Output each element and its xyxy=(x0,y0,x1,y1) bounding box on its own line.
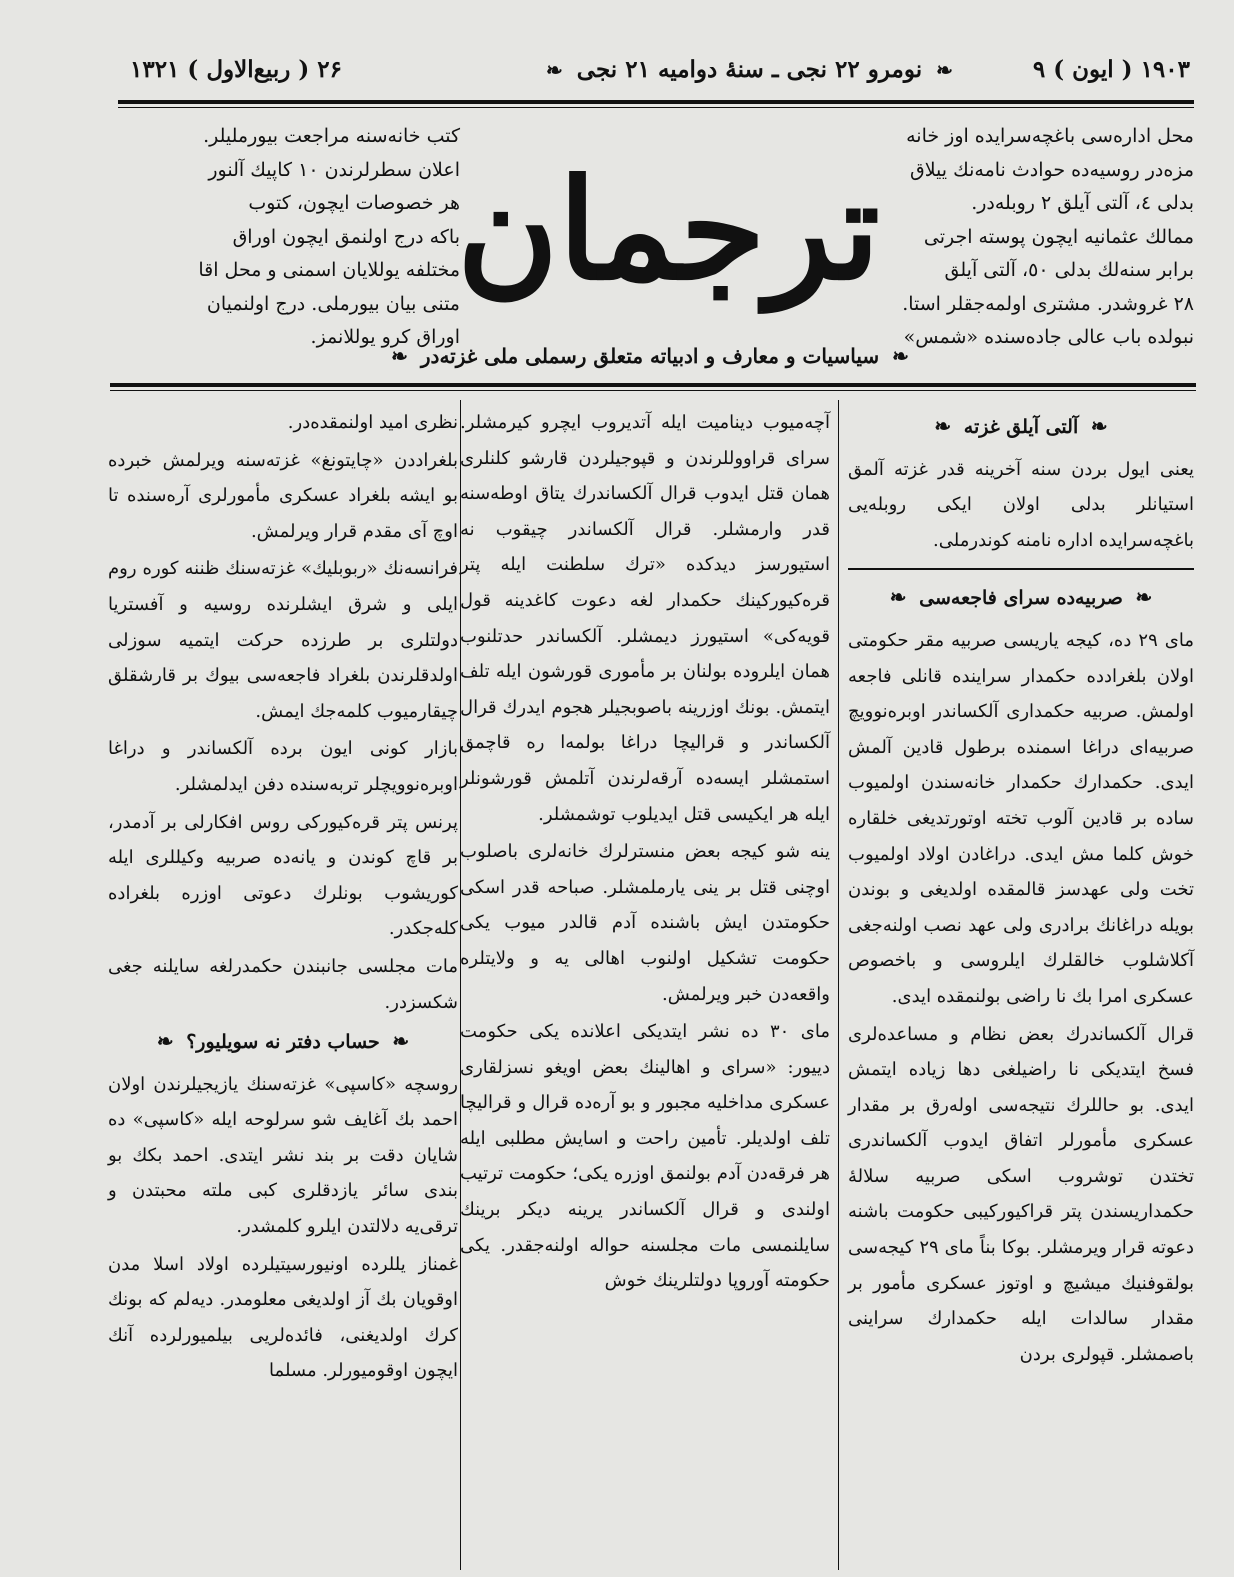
section-title-text: حساب دفتر نه سویلیور؟ xyxy=(186,1031,380,1054)
notice-line: کتب خانه‌سنه مراجعت بیورملیلر. xyxy=(203,125,460,147)
ornament-icon: ❧ xyxy=(156,1029,174,1054)
notice-line: برابر سنه‌لك بدلی ٥٠، آلتی آیلق xyxy=(944,259,1194,281)
notice-line: ۲۸ غروشدر. مشتری اولمه‌جقلر استا. xyxy=(902,292,1194,315)
box-title xyxy=(848,409,1194,446)
notice-line: مختلفه یوللایان اسمنی و محل اقا xyxy=(198,259,460,281)
ornament-icon: ❧ xyxy=(889,585,907,610)
ornament-icon: ❧ xyxy=(391,344,408,368)
section-title xyxy=(108,1024,458,1061)
section-title xyxy=(848,580,1194,617)
ornament-icon: ❧ xyxy=(934,414,952,438)
ornament-icon: ❧ xyxy=(936,58,953,82)
article-paragraph: مای ۲۹ ده، کیجه یاریسی صربیه مقر حکومتی اولان بلغرادده حکمدار سراینده قانلی فاجعه اولمش. صربیه حکمداری آلکساندر اوبره‌نوویچ صربیه‌ای دراغا اسمنده برطول قادین آلمش ایدی. حکمدارك حکمدار خانه‌سندن اولمیوب ساده بر قادین آلوب تخته اوتورتدیغی خلقاره خوش کلما مش ایدی. دراغادن اولاد اولمیوب تخت ولی عهدسز قالمقده اولدیغی و بوندن بویله دراغانك برادری ولی عهد نصب اولنه‌جغی آکلاشلوب خالقلرك ایلروسی و باخصوص عسکری امرا بك نا راضی بولنمقده ایدی. xyxy=(848,629,1194,1007)
box-title-text: آلتی آیلق غزته xyxy=(963,416,1079,438)
article-paragraph: قرال آلکساندرك بعض نظام و مساعده‌لری فسخ ایتدیکی نا راضیلغی دها زیاده ایتمش ایدی. بو حاللرك نتیجه‌سی اوله‌رق بر مقدار عسکری مأمورلر اتفاق ایدوب آلکساندری تختدن توشروب اسکی صربیه سلالهٔ حکمداریسندن پتر قراکیورکیبی حکومت باشنه دعوته قرار ویرمشلر. بوکا بناً مای ۲۹ کیجه‌سی بولقوفنیك میشیچ و اوتوز عسکری مأمور بر مقدار سالدات ایله حکمدارك سراینی باصمشلر. قپولری بردن xyxy=(848,1023,1194,1365)
date-gregorian: ۱۹۰۳ ( ایون ) ۹ xyxy=(1032,56,1190,83)
notice-line: بدلی ٤، آلتی آیلق ۲ روبله‌در. xyxy=(971,192,1194,214)
column-middle xyxy=(460,405,830,1301)
notice-line: هر خصوصات ایچون، کتوب xyxy=(248,192,460,214)
ornament-icon: ❧ xyxy=(1135,585,1153,610)
notice-line: متنی بیان بیورملی. درج اولنمیان xyxy=(206,292,460,315)
issue-number-text: نومرو ۲۲ نجی ـ سنهٔ دوامیه ۲۱ نجی xyxy=(576,56,923,83)
subscription-notice xyxy=(864,120,1194,355)
article-paragraph: مات مجلسی جانبندن حکمدرلغه سایلنه جغی شکسزدر. xyxy=(108,955,458,1013)
article-paragraph: بلغراددن «چایتونغ» غزته‌سنه ویرلمش خبرده بو ایشه بلغراد عسکری مأمورلری آره‌سنده تا اوچ آی مقدم قرار ویرلمش. xyxy=(108,449,458,542)
issue-number xyxy=(540,56,959,83)
column-left xyxy=(108,405,458,1391)
top-rule xyxy=(118,100,1194,104)
article-paragraph: نظری امید اولنمقده‌در. xyxy=(287,412,458,433)
article-paragraph: بازار کونی ایون برده آلکساندر و دراغا اوبره‌نوویچلر تربه‌سنده دفن ایدلمشلر. xyxy=(108,738,458,795)
article-paragraph: مای ۳۰ ده نشر ایتدیکی اعلانده یکی حکومت دییور: «سرای و اهالینك بعض اویغو نسزلقاری عسکری مداخلیه مجبور و بو آره‌ده قرال و قرالیچا تلف اولدیلر. تأمین راحت و اسایش مطلبی ایله هر فرقه‌دن آدم بولنمق اوزره یکی؛ حکومت ترتیب اولندی و قرال آلکساندر یرینه دیکر برینك سایلنمسی مات مجلسنه حواله اولنه‌جقدر. یکی حکومته آوروپا دولتلرینك خوش xyxy=(460,1021,831,1292)
ornament-icon: ❧ xyxy=(892,344,909,368)
masthead-title: ترجمان xyxy=(456,148,880,311)
subtitle-text: سیاسیات و معارف و ادبیاته متعلق رسملی ملی غزته‌در xyxy=(420,344,880,368)
notice-line: اعلان سطرلرندن ۱۰ کاپیك آلنور xyxy=(208,158,460,181)
notice-line: ممالك عثمانیه ایچون پوسته اجرتی xyxy=(923,225,1194,248)
column-right xyxy=(848,405,1194,1374)
section-rule xyxy=(848,568,1194,570)
box-text: یعنی ایول بردن سنه آخرینه قدر غزته آلمق استیانلر بدلی اولان ایکی روبله‌یی باغچه‌سرایده اداره نامنه کوندرملی. xyxy=(848,458,1194,551)
dateline xyxy=(110,56,1190,94)
notice-line: محل اداره‌سی باغچه‌سرایده اوز خانه xyxy=(906,125,1194,147)
advertising-notice xyxy=(120,120,460,355)
article-paragraph: غمناز یللرده اونیورسیتیلرده اولاد اسلا مدن اوقویان بك آز اولدیغی معلومدر. دیه‌لم که بونك کرك اولدیغنی، فائده‌لریی بیلمیورلرده آنك ایچون اوقومیورلر. مسلما xyxy=(108,1253,458,1382)
article-paragraph: فرانسه‌نك «ربوبلیك» غزته‌سنك ظننه کوره روم ایلی و شرق ایشلرنده روسیه و آفستریا دولتلری بر طرزده حرکت ایتمیه سوزلی اولدقلرندن بلغراد فاجعه‌سی بیوك بر قارشقلق چیقارمیوب کلمه‌جك ایمش. xyxy=(108,558,458,722)
masthead-subtitle xyxy=(110,344,1190,368)
column-divider xyxy=(838,400,839,1570)
notice-line: مزه‌در روسیه‌ده حوادث نامه‌نك ییلاق xyxy=(909,158,1194,181)
mid-rule-thin xyxy=(110,390,1196,391)
notice-line: باکه درج اولنمق ایچون اوراق xyxy=(232,225,460,248)
article-paragraph: ینه شو کیجه بعض منسترلرك خانه‌لری باصلوب اوچنی قتل بر ینی یارملمشلر. صباحه قدر اسکی حکومتدن ایش باشنده آدم قالدر میوب یکی حکومت تشکیل اولنوب اهالی یه و ولایتلره واقعه‌دن خبر ویرلمش. xyxy=(460,841,830,1005)
top-rule-thin xyxy=(118,107,1194,108)
article-paragraph: آچه‌میوب دینامیت ایله آتدیروب ایچرو کیرمشلر. سرای قراووللرندن و قپوجیلردن قارشو کلنلری همان قتل ایدوب قرال آلکساندرك یتاق اوطه‌سنه قدر وارمشلر. قرال آلکساندر چیقوب نه استیورسز دیدکده «ترك سلطنت ایله پتر قره‌کیورکینك حکمدار لغه دعوت کاغدینه قول قویه‌کی» استیورز دیمشلر. آلکساندر حدتلنوب همان ایلروده بولنان بر مأموری قورشون ایله تلف ایتمش. بونك اوزرینه باصوبجیلر هجوم ایدرك قرال آلکساندر و قرالیچا دراغا بولمه‌ا ره قاچمق استمشلر ایسه‌ده آرقه‌لرندن آتلمش قورشونلر ایله هر ایکیسی قتل ایدیلوب توشمشلر. xyxy=(460,412,830,825)
article-paragraph: روسچه «کاسپی» غزته‌سنك یازیجیلرندن اولان احمد بك آغایف شو سرلوحه ایله «کاسپی» ده شایان دقت بر بند نشر ایتدی. احمد بکك بو بندی سائر یازدقلری کبی ملته محبتدن و ترقی‌یه دلالتدن ایلرو کلمشدر. xyxy=(108,1073,458,1238)
ornament-icon: ❧ xyxy=(546,58,563,82)
date-hijri: ۲۶ ( ربیع‌الاول ) ۱۳۲۱ xyxy=(130,56,342,83)
section-title-text: صربیه‌ده سرای فاجعه‌سی xyxy=(919,587,1123,610)
article-paragraph: پرنس پتر قره‌کیورکی روس افکارلی بر آدمدر، بر قاچ کوندن و یانه‌ده صربیه وکیللری ایله کوریشوب بونلرك دعوتی اوزره بلغراده کله‌جکدر. xyxy=(108,811,458,940)
ornament-icon: ❧ xyxy=(392,1029,410,1054)
mid-rule xyxy=(110,383,1196,387)
ornament-icon: ❧ xyxy=(1090,414,1108,438)
notice-line: اوراق کرو یوللانمز. xyxy=(310,326,460,348)
notice-line: نبولده باب عالی جاده‌سنده «شمس» xyxy=(903,326,1194,348)
